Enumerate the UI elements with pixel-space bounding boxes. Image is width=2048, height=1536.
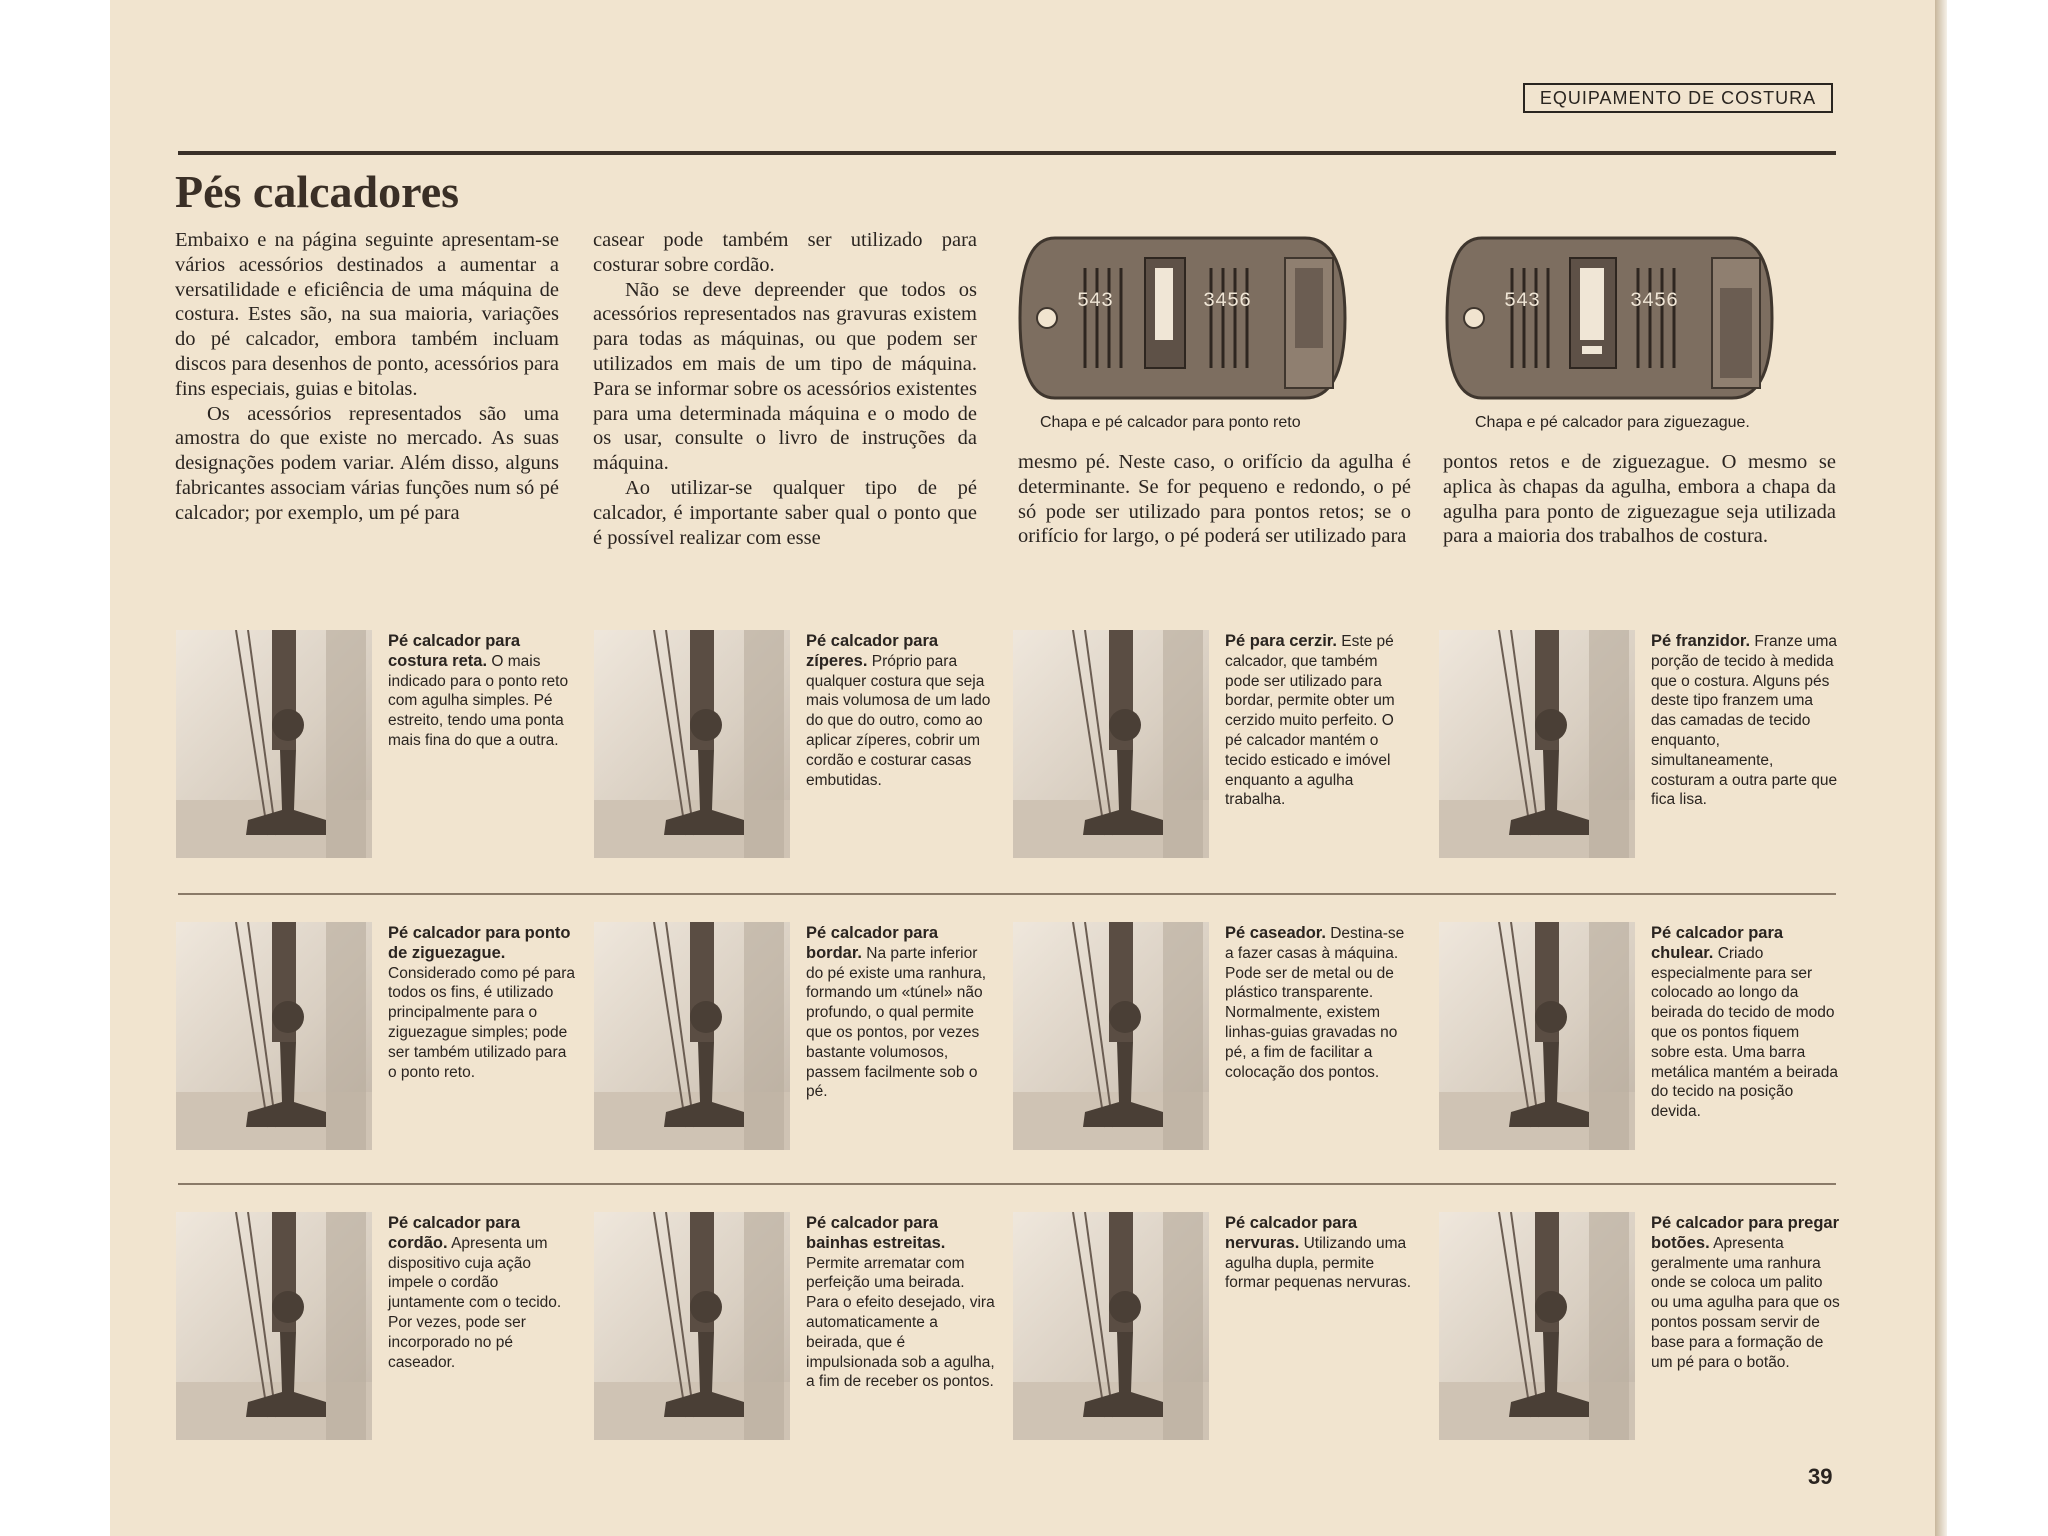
intro-column-2 — [593, 228, 977, 550]
intro-col2-paragraph-3: Ao utilizar-se qualquer tipo de pé calcador, é importante saber qual o ponto que é possível realizar com esse — [593, 476, 977, 549]
needle-plate-straight-illustration — [1015, 228, 1357, 408]
presser-foot-description — [1225, 924, 1415, 1082]
presser-foot-photo — [594, 922, 790, 1150]
intro-col1-paragraph: Embaixo e na página seguinte apresentam-se vários acessórios destinados a aumentar a versatilidade e eficiência de uma máquina de costura. Estes são, na sua maioria, variações do pé calcador, embora também incluam discos para desenhos de ponto, acessórios para fins especiais, guias e bitolas. — [175, 229, 559, 400]
intro-col2-paragraph-2: Não se deve depreender que todos os acessórios representados nas gravuras existem para todas as máquinas, ou que podem ser utilizados em mais de um tipo de máquina. Para se informar sobre os acessórios existentes para uma determinada máquina e o modo de os usar, consulte o livro de instruções da máquina. — [593, 278, 977, 475]
plate-left-number: 543 — [1077, 290, 1114, 313]
plate-left-number: 543 — [1504, 290, 1541, 313]
presser-foot-text: Destina-se a fazer casas à máquina. Pode ser de metal ou de plástico transparente. Normalmente, existem linhas-guias gravadas no pé, a fim de facilitar a colocação dos pontos. — [1225, 925, 1405, 1081]
plate-right-number: 3456 — [1630, 290, 1679, 313]
presser-foot-photo — [594, 630, 790, 858]
presser-foot-photo — [176, 922, 372, 1150]
intro-column-4 — [1443, 450, 1836, 549]
presser-foot-photo — [176, 630, 372, 858]
presser-foot-text: Franze uma porção de tecido à medida que o costura. Alguns pés deste tipo franzem uma das camadas de tecido enquanto, simultaneamente, costuram a outra parte que fica lisa. — [1651, 633, 1838, 809]
presser-foot-photo — [1439, 630, 1635, 858]
presser-foot-text: Considerado como pé para todos os fins, é utilizado principalmente para o ziguezague simples; pode ser também utilizado para o ponto reto. — [388, 964, 575, 1081]
presser-foot-title: Pé calcador para chulear. — [1651, 924, 1784, 962]
presser-foot-description — [1651, 632, 1841, 810]
intro-column-1 — [175, 228, 559, 526]
presser-foot-description — [388, 632, 578, 751]
presser-foot-text: Apresenta um dispositivo cuja ação impele o cordão juntamente com o tecido. Por vezes, pode ser incorporado no pé caseador. — [388, 1234, 562, 1371]
presser-foot-title: Pé franzidor. — [1651, 632, 1751, 650]
intro-col2-paragraph-1: casear pode também ser utilizado para costurar sobre cordão. — [593, 229, 977, 276]
presser-foot-title: Pé calcador para ponto de ziguezague. — [388, 924, 571, 962]
presser-foot-title: Pé calcador para costura reta. — [388, 632, 521, 670]
presser-foot-photo — [1013, 922, 1209, 1150]
presser-foot-description — [388, 924, 578, 1082]
intro-col1-paragraph-2: Os acessórios representados são uma amostra do que existe no mercado. As suas designações podem variar. Além disso, alguns fabricantes associam várias funções num só pé calcador; por exemplo, um pé para — [175, 402, 559, 524]
presser-foot-text: Criado especialmente para ser colocado ao longo da beirada do tecido de modo que os pontos fiquem sobre esta. Uma barra metálica mantém a beirada do tecido na posição devida. — [1651, 944, 1838, 1121]
presser-foot-description — [388, 1214, 578, 1372]
presser-foot-photo — [1439, 1212, 1635, 1440]
presser-foot-description — [806, 632, 996, 790]
row-separator — [178, 1183, 1836, 1185]
plate-right-number: 3456 — [1203, 290, 1252, 313]
presser-foot-photo — [1013, 630, 1209, 858]
presser-foot-photo — [594, 1212, 790, 1440]
intro-column-3 — [1018, 450, 1411, 549]
needle-plate-zigzag-illustration — [1442, 228, 1784, 408]
presser-foot-title: Pé caseador. — [1225, 924, 1326, 942]
presser-foot-title: Pé calcador para pregar botões. — [1651, 1214, 1840, 1252]
presser-foot-description — [1651, 1214, 1841, 1372]
page-title: Pés calcadores — [175, 166, 460, 217]
section-tag: EQUIPAMENTO DE COSTURA — [1523, 83, 1833, 113]
presser-foot-title: Pé calcador para nervuras. — [1225, 1214, 1358, 1252]
presser-foot-text: Próprio para qualquer costura que seja mais volumosa de um lado do que do outro, como ao aplicar zíperes, cobrir um cordão e costurar casas embutidas. — [806, 652, 991, 789]
presser-foot-text: Apresenta geralmente uma ranhura onde se coloca um palito ou uma agulha para que os pontos possam servir de base para a formação de um pé para o botão. — [1651, 1234, 1840, 1371]
presser-foot-photo — [176, 1212, 372, 1440]
presser-foot-title: Pé calcador para bordar. — [806, 924, 939, 962]
page-number: 39 — [1808, 1464, 1833, 1489]
presser-foot-title: Pé para cerzir. — [1225, 632, 1337, 650]
presser-foot-text: Na parte inferior do pé existe uma ranhura, formando um «túnel» não profundo, o qual permite que os pontos, por vezes bastante volumosos, passem facilmente sob o pé. — [806, 944, 987, 1101]
presser-foot-title: Pé calcador para zíperes. — [806, 632, 939, 670]
needle-plate-straight — [1015, 228, 1357, 408]
row-separator — [178, 893, 1836, 895]
intro-col3-paragraph: mesmo pé. Neste caso, o orifício da agulha é determinante. Se for pequeno e redondo, o pé só pode ser utilizado para pontos retos; se o orifício for largo, o pé poderá ser utilizado para — [1018, 451, 1411, 548]
presser-foot-title: Pé calcador para bainhas estreitas. — [806, 1214, 946, 1252]
presser-foot-description — [1651, 924, 1841, 1122]
presser-foot-text: Utilizando uma agulha dupla, permite formar pequenas nervuras. — [1225, 1234, 1412, 1292]
intro-col4-paragraph: pontos retos e de ziguezague. O mesmo se aplica às chapas da agulha, embora a chapa da agulha para ponto de ziguezague seja utilizada para a maioria dos trabalhos de costura. — [1443, 451, 1836, 548]
presser-foot-description — [806, 1214, 996, 1392]
needle-plate-zigzag — [1442, 228, 1784, 408]
plate-caption-zigzag: Chapa e pé calcador para ziguezague. — [1475, 414, 1750, 431]
presser-foot-photo — [1013, 1212, 1209, 1440]
header-rule — [178, 151, 1836, 155]
presser-foot-description — [806, 924, 996, 1102]
presser-foot-description — [1225, 632, 1415, 810]
plate-caption-straight: Chapa e pé calcador para ponto reto — [1040, 414, 1301, 431]
page-edge — [1935, 0, 1947, 1536]
presser-foot-title: Pé calcador para cordão. — [388, 1214, 521, 1252]
presser-foot-description — [1225, 1214, 1415, 1293]
presser-foot-photo — [1439, 922, 1635, 1150]
presser-foot-text: Permite arrematar com perfeição uma beirada. Para o efeito desejado, vira automaticamente a beirada, que é impulsionada sob a agulha, a fim de receber os pontos. — [806, 1254, 995, 1391]
presser-foot-text: Este pé calcador, que também pode ser utilizado para bordar, permite obter um cerzido muito perfeito. O pé calcador mantém o tecido esticado e imóvel enquanto a agulha trabalha. — [1225, 633, 1395, 809]
presser-foot-text: O mais indicado para o ponto reto com agulha simples. Pé estreito, tendo uma ponta mais fina do que a outra. — [388, 652, 569, 749]
